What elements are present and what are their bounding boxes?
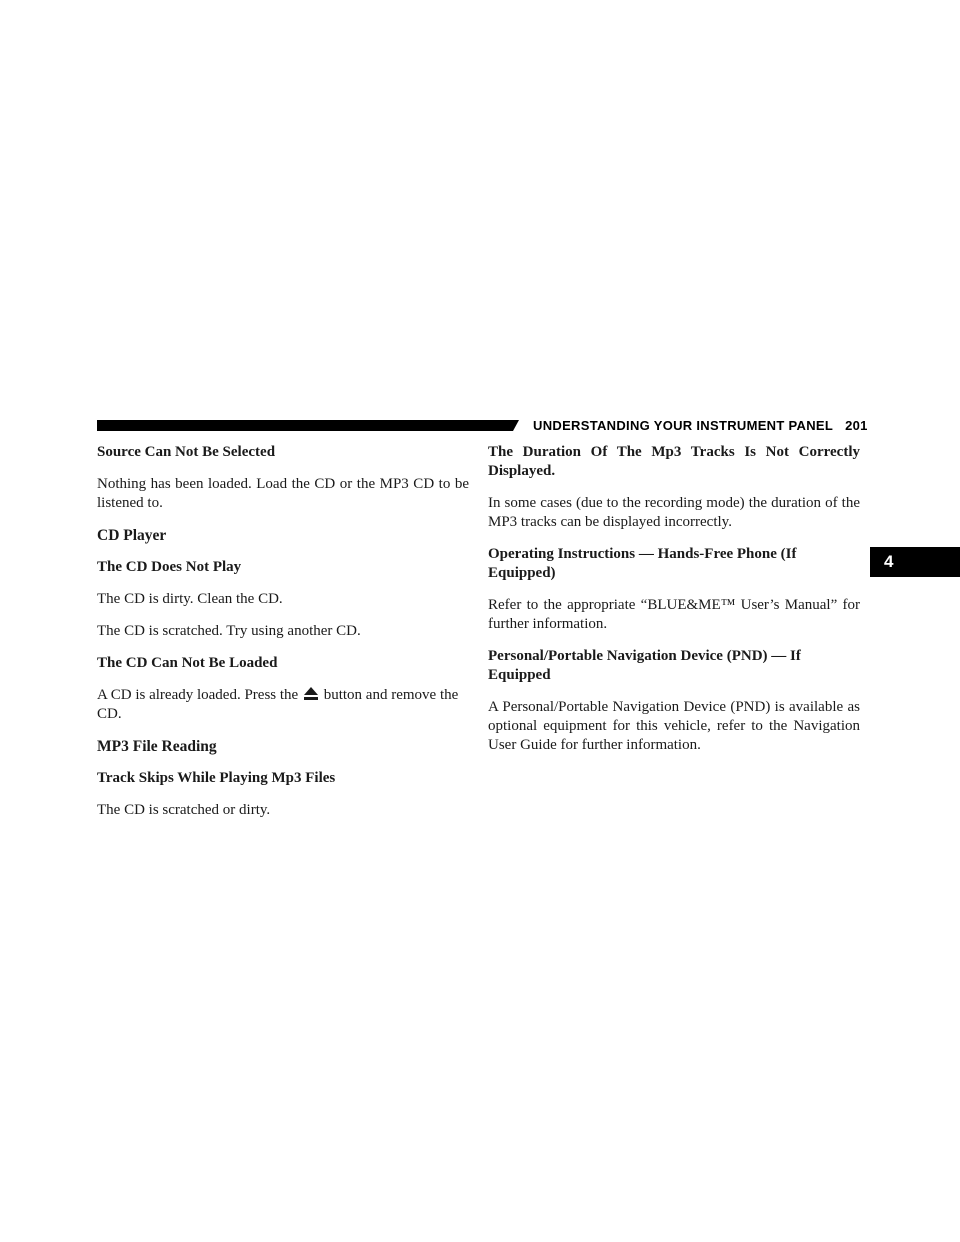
heading-mp3-file-reading: MP3 File Reading — [97, 738, 217, 755]
paragraph-cd-loaded — [97, 686, 469, 724]
running-header — [533, 418, 868, 433]
paragraph-cd-loaded-end: button and remove the CD. — [97, 687, 459, 722]
paragraph-source: Nothing has been loaded. Load the CD or the MP3 CD to be listened to. — [97, 476, 469, 511]
heading-handsfree-phone: Operating Instructions — Hands-Free Phone (If Equipped) — [488, 546, 797, 581]
paragraph-cd-dirty: The CD is dirty. Clean the CD. — [97, 591, 283, 607]
paragraph-cd-scratched: The CD is scratched. Try using another CD. — [97, 623, 361, 639]
paragraph-duration: In some cases (due to the recording mode) the duration of the MP3 tracks can be displayed incorrectly. — [488, 495, 860, 530]
chapter-tab: 4 — [870, 547, 960, 577]
heading-pnd: Personal/Portable Navigation Device (PND) — If Equipped — [488, 648, 801, 683]
section-title: UNDERSTANDING YOUR INSTRUMENT PANEL — [533, 418, 834, 433]
paragraph-pnd: A Personal/Portable Navigation Device (PND) is available as optional equipment for this vehicle, refer to the Navigation User Guide for further information. — [488, 699, 860, 753]
left-column — [97, 443, 469, 833]
paragraph-scratched-dirty: The CD is scratched or dirty. — [97, 802, 271, 818]
page-number: 201 — [845, 418, 868, 433]
paragraph-cd-loaded-start: A CD is already loaded. Press the — [97, 687, 299, 703]
heading-cd-player: CD Player — [97, 527, 167, 544]
heading-cd-not-play: The CD Does Not Play — [97, 559, 242, 575]
paragraph-handsfree: Refer to the appropriate “BLUE&ME™ User’s Manual” for further information. — [488, 597, 860, 632]
heading-source-not-selected: Source Can Not Be Selected — [97, 444, 276, 460]
right-column — [488, 443, 860, 768]
eject-icon — [304, 687, 318, 700]
heading-cd-not-loaded: The CD Can Not Be Loaded — [97, 655, 278, 671]
heading-mp3-duration: The Duration Of The Mp3 Tracks Is Not Correctly Displayed. — [488, 444, 860, 479]
header-rule — [97, 420, 513, 431]
heading-track-skips: Track Skips While Playing Mp3 Files — [97, 770, 336, 786]
